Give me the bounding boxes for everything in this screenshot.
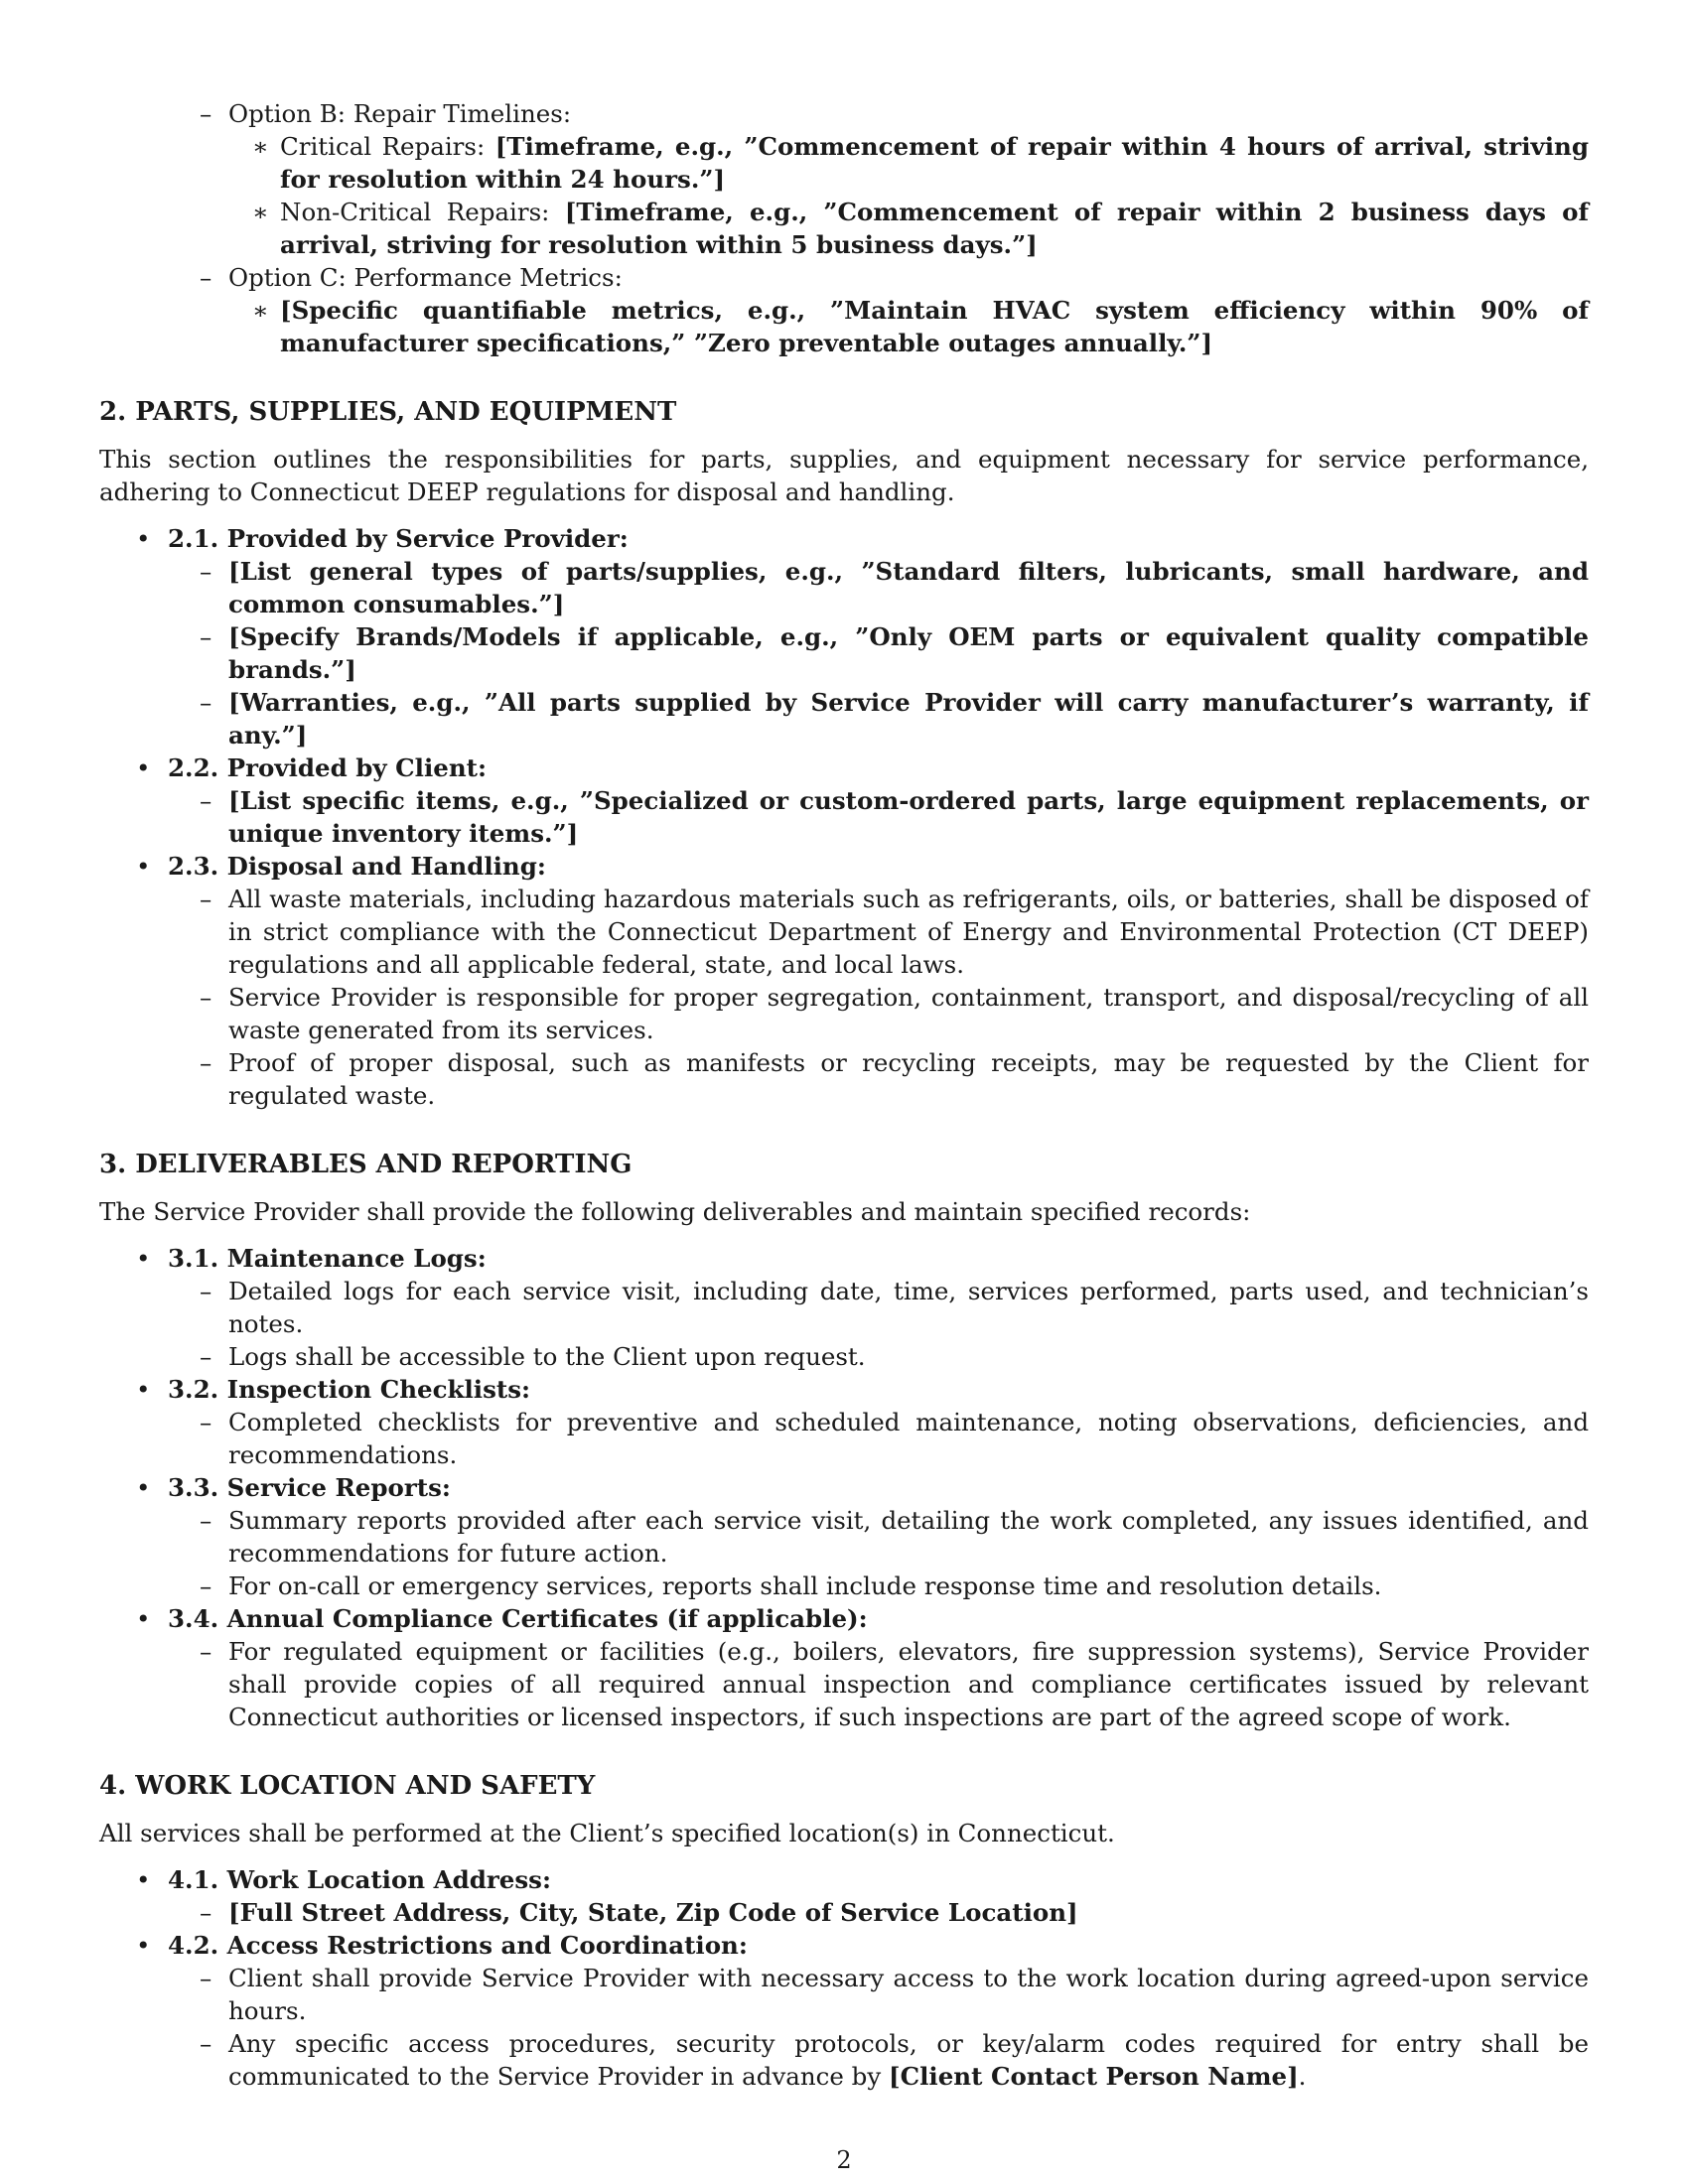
section-3-intro: The Service Provider shall provide the following deliverables and maintain specified records: — [99, 1197, 1251, 1226]
item-2-1 — [99, 522, 1589, 555]
item-2-3-sub-text: Proof of proper disposal, such as manifests or recycling receipts, may be requested by the Client for regulated waste. — [228, 1048, 1589, 1110]
item-3-2-sub-text: Completed checklists for preventive and scheduled maintenance, noting observations, deficiencies, and recommendations. — [228, 1408, 1589, 1469]
item-3-1-sub — [99, 1275, 1589, 1340]
item-3-4-label: 3.4. Annual Compliance Certificates (if applicable): — [168, 1604, 868, 1633]
option-b-text: Option B: Repair Timelines: — [228, 99, 572, 128]
dash-bullet: – — [200, 1571, 212, 1600]
dash-bullet: – — [200, 1048, 212, 1077]
item-2-2-label: 2.2. Provided by Client: — [168, 753, 488, 782]
page-number: 2 — [836, 2146, 852, 2174]
item-2-1-sub — [99, 555, 1589, 620]
item-3-3 — [99, 1471, 1589, 1504]
dash-bullet: – — [200, 2029, 212, 2058]
item-3-1-sub-text: Detailed logs for each service visit, including date, time, services performed, parts used, and technician’s notes. — [228, 1277, 1589, 1338]
item-2-2-sub-text: [List specific items, e.g., ”Specialized or custom-ordered parts, large equipment replacements, or unique inventory items.”] — [228, 786, 1589, 848]
item-4-2-sub-text: Client shall provide Service Provider with necessary access to the work location during agreed-upon service hours. — [228, 1964, 1589, 2025]
dash-bullet: – — [200, 1898, 212, 1927]
item-2-1-sub-text: [List general types of parts/supplies, e.g., ”Standard filters, lubricants, small hardware, and common consumables.”] — [228, 557, 1589, 618]
dash-bullet: – — [200, 1277, 212, 1305]
performance-metrics-text: [Specific quantifiable metrics, e.g., ”Maintain HVAC system efficiency within 90% of manufacturer specifications,” ”Zero preventable outages annually.”] — [280, 296, 1589, 357]
item-4-1 — [99, 1863, 1589, 1896]
star-bullet: ∗ — [252, 132, 269, 161]
dot-bullet: • — [136, 1244, 151, 1273]
item-4-2-label: 4.2. Access Restrictions and Coordination: — [168, 1931, 748, 1960]
section-2-heading: 2. PARTS, SUPPLIES, AND EQUIPMENT — [99, 397, 677, 427]
dash-bullet: – — [200, 1637, 212, 1666]
item-2-3-sub — [99, 981, 1589, 1046]
performance-metrics-item — [99, 294, 1589, 359]
item-2-3-sub — [99, 1046, 1589, 1112]
item-4-2-sub — [99, 2027, 1589, 2093]
dot-bullet: • — [136, 524, 151, 553]
noncritical-repairs-label: Non-Critical Repairs: — [280, 198, 565, 226]
item-3-4-sub — [99, 1635, 1589, 1733]
item-4-2 — [99, 1929, 1589, 1962]
dot-bullet: • — [136, 753, 151, 782]
item-3-2 — [99, 1373, 1589, 1406]
item-2-2 — [99, 751, 1589, 784]
star-bullet: ∗ — [252, 198, 269, 226]
noncritical-repairs-item — [99, 196, 1589, 261]
dash-bullet: – — [200, 1964, 212, 1992]
option-c-text: Option C: Performance Metrics: — [228, 263, 623, 292]
dash-bullet: – — [200, 622, 212, 651]
option-c-item — [99, 261, 1589, 294]
item-3-3-sub-text: For on-call or emergency services, reports shall include response time and resolution details. — [228, 1571, 1382, 1600]
dot-bullet: • — [136, 1865, 151, 1894]
item-3-3-sub — [99, 1570, 1589, 1602]
item-3-1-sub — [99, 1340, 1589, 1373]
dot-bullet: • — [136, 1604, 151, 1633]
dash-bullet: – — [200, 983, 212, 1012]
item-2-3-sub — [99, 883, 1589, 981]
item-2-1-sub — [99, 686, 1589, 751]
item-2-2-sub — [99, 784, 1589, 850]
item-4-1-label: 4.1. Work Location Address: — [168, 1865, 552, 1894]
item-4-2-sub-suffix: . — [1298, 2062, 1307, 2091]
item-4-2-sub — [99, 1962, 1589, 2027]
dot-bullet: • — [136, 1473, 151, 1502]
item-4-1-sub — [99, 1896, 1589, 1929]
work-location-address: [Full Street Address, City, State, Zip Code of Service Location] — [228, 1898, 1078, 1927]
dash-bullet: – — [200, 1342, 212, 1371]
item-3-4-sub-text: For regulated equipment or facilities (e.g., boilers, elevators, fire suppression systems), Service Provider shall provide copies of all required annual inspection and compliance certificates issued by relevant Connecticut authorities or licensed inspectors, if such inspections are part of the agreed scope of work. — [228, 1637, 1589, 1731]
dash-bullet: – — [200, 99, 212, 128]
critical-repairs-item — [99, 130, 1589, 196]
dot-bullet: • — [136, 1375, 151, 1404]
section-4-intro: All services shall be performed at the Client’s specified location(s) in Connecticut. — [99, 1819, 1115, 1847]
section-4-heading: 4. WORK LOCATION AND SAFETY — [99, 1771, 596, 1801]
item-2-1-sub — [99, 620, 1589, 686]
critical-repairs-text: [Timeframe, e.g., ”Commencement of repair within 4 hours of arrival, striving for resolution within 24 hours.”] — [280, 132, 1590, 194]
document-page — [99, 97, 1589, 2093]
dash-bullet: – — [200, 1408, 212, 1436]
item-2-3-sub-text: All waste materials, including hazardous materials such as refrigerants, oils, or batteries, shall be disposed of in strict compliance with the Connecticut Department of Energy and Environmental Protection (CT DEEP) regulations and all applicable federal, state, and local laws. — [228, 885, 1589, 979]
item-4-2-sub-text: Any specific access procedures, security protocols, or key/alarm codes required for entry shall be communicated to the Service Provider in advance by — [228, 2029, 1589, 2091]
dash-bullet: – — [200, 688, 212, 717]
item-3-2-sub — [99, 1406, 1589, 1471]
dash-bullet: – — [200, 1506, 212, 1535]
section-3-heading: 3. DELIVERABLES AND REPORTING — [99, 1150, 633, 1179]
critical-repairs-label: Critical Repairs: — [280, 132, 495, 161]
dot-bullet: • — [136, 852, 151, 881]
item-3-3-sub — [99, 1504, 1589, 1570]
item-3-3-label: 3.3. Service Reports: — [168, 1473, 451, 1502]
dash-bullet: – — [200, 263, 212, 292]
item-2-1-sub-text: [Specify Brands/Models if applicable, e.g., ”Only OEM parts or equivalent quality compatible brands.”] — [228, 622, 1589, 684]
item-3-1-label: 3.1. Maintenance Logs: — [168, 1244, 487, 1273]
item-3-3-sub-text: Summary reports provided after each service visit, detailing the work completed, any issues identified, and recommendations for future action. — [228, 1506, 1589, 1568]
dash-bullet: – — [200, 786, 212, 815]
item-3-1 — [99, 1242, 1589, 1275]
item-3-2-label: 3.2. Inspection Checklists: — [168, 1375, 531, 1404]
dot-bullet: • — [136, 1931, 151, 1960]
star-bullet: ∗ — [252, 296, 269, 325]
option-b-item — [99, 97, 1589, 130]
client-contact-placeholder: [Client Contact Person Name] — [889, 2062, 1299, 2091]
item-2-3-sub-text: Service Provider is responsible for proper segregation, containment, transport, and disposal/recycling of all waste generated from its services. — [228, 983, 1589, 1044]
item-3-1-sub-text: Logs shall be accessible to the Client upon request. — [228, 1342, 866, 1371]
item-3-4 — [99, 1602, 1589, 1635]
dash-bullet: – — [200, 557, 212, 586]
section-2-intro: This section outlines the responsibilities for parts, supplies, and equipment necessary for service performance, adhering to Connecticut DEEP regulations for disposal and handling. — [99, 445, 1589, 506]
dash-bullet: – — [200, 885, 212, 913]
item-2-3 — [99, 850, 1589, 883]
item-2-3-label: 2.3. Disposal and Handling: — [168, 852, 546, 881]
noncritical-repairs-text: [Timeframe, e.g., ”Commencement of repair within 2 business days of arrival, striving for resolution within 5 business days.”] — [280, 198, 1589, 259]
item-2-1-sub-text: [Warranties, e.g., ”All parts supplied by Service Provider will carry manufacturer’s warranty, if any.”] — [228, 688, 1589, 750]
item-2-1-label: 2.1. Provided by Service Provider: — [168, 524, 629, 553]
